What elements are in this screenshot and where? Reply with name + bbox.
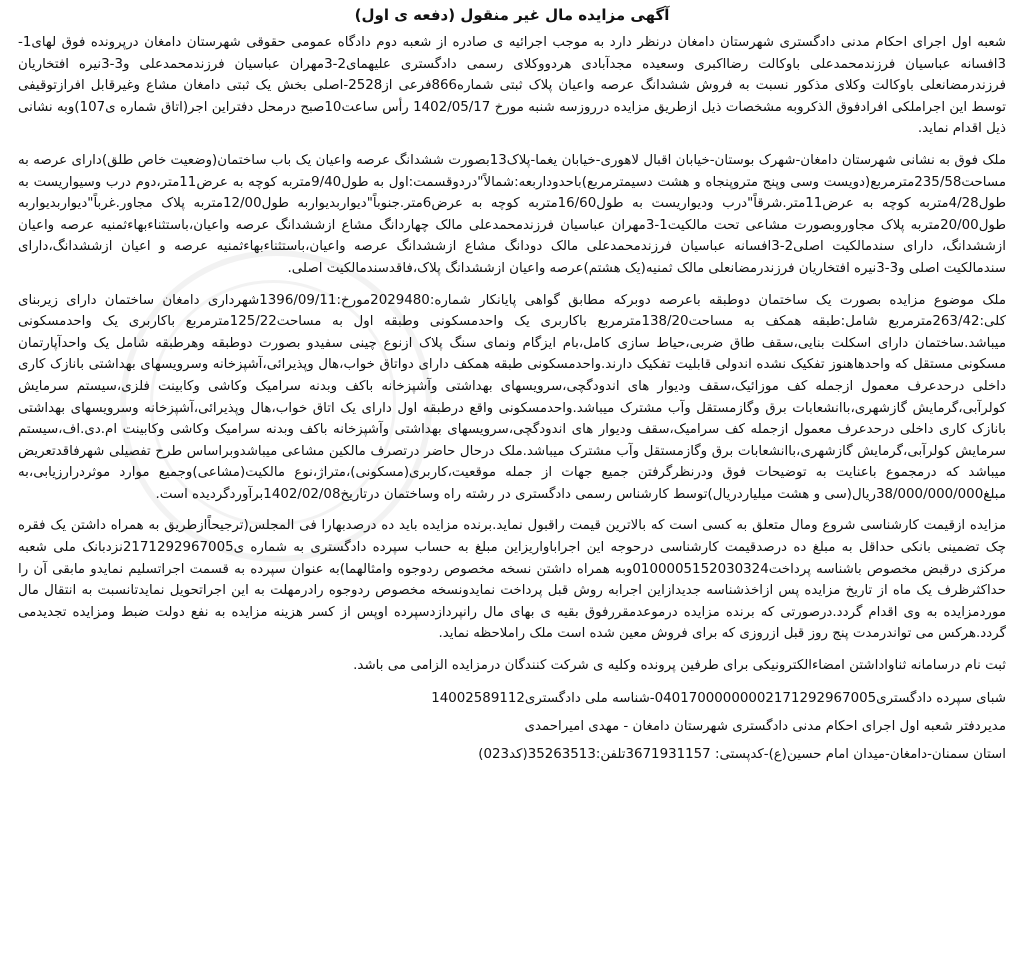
notice-title: آگهی مزایده مال غیر منقول (دفعه ی اول): [354, 6, 670, 24]
intro-paragraph: شعبه اول اجرای احکام مدنی دادگستری شهرستان دامغان درنظر دارد به موجب اجرائیه ی صادره از شعبه دوم دادگاه عمومی حقوقی شهرستان دامغان درپرونده فوق لهای1-3افسانه عباسیان فرزندمحمدعلی باوکالت رضااکبری وسعیده مجدآبادی هردووکلای رسمی دادگستری علیهمای2-3مهران عباسیان فرزندمحمدعلی و3-3نیره افتخاریان فرزندرمضانعلی باوکالت وکلای مذکور نسبت به فروش ششدانگ عرصه واعیان پلاک ثبتی شماره866فرعی از2528-اصلی بخش یک ثبتی دامغان مشاع وغیرقابل افرازتوقیفی توسط این اجراملکی افرادفوق الذکروبه مشخصات ذیل ازطریق مزایده درروزسه شنبه مورخ 1402/05/17 رأس ساعت10صبح درمحل دفتراین اجر(اتاق شماره ی107)وبه نشانی ذیل اقدام نماید.: [18, 35, 1006, 137]
auction-terms-paragraph: مزایده ازقیمت کارشناسی شروع ومال متعلق به کسی است که بالاترین قیمت راقبول نماید.برنده مزایده باید ده درصدبهارا فی المجلس(ترجیحاًازطریق به همراه داشتن یک فقره چک تضمینی بانکی حداقل به مبلغ ده درصدقیمت کارشناسی درحوجه این اجراباواریزاین مبلغ به حساب سپرده دادگستری به شماره ی2171292967005نزدبانک ملی شعبه مرکزی درقبض مخصوص باشناسه پرداخت0100005152030324وبه همراه داشتن نسخه مخصوص ردوجوه وامثالهما)به عنوان سپرده به قسمت اجراتسلیم نمایدو مابقی آن را حداکثرظرف یک ماه از تاریخ مزایده پس ازاخذشناسه جدیدازاین اجرابه روش قبل پرداخت نمایدونسخه مخصوص ردوجوه رادرمهلت به این اجراتحویل نمایدتانسبت به انتقال مال موردمزایده به وی اقدام گردد.درصورتی که برنده مزایده درموعدمقررفوق بقیه ی بهای مال رانپردازدسپرده اوپس از کسر هزینه مزایده به نفع دولت ضبط ومزایده تجدیدمی گردد.هرکس می تواندرمدت پنج روز قبل ازروزی که برای فروش معین شده است ملک راملاحظه نماید.: [18, 518, 1006, 642]
sheba-line: شبای سپرده دادگستری04017000000002171292967005-شناسه ملی دادگستری14002589112: [431, 690, 1006, 706]
property-address-paragraph: ملک فوق به نشانی شهرستان دامغان-شهرک بوستان-خیابان اقبال لاهوری-خیابان یغما-پلاک13بصورت ششدانگ عرصه واعیان یک باب ساختمان(وضعیت خاص طلق)دارای عرصه به مساحت235/58مترمربع(دویست وسی وپنج متروپنجاه و هشت دسیمترمربع)باحدوداربعه:شمالاً"دردوقسمت:اول به طول9/40متربه کوچه به عرض11متر،دوم درب وسیواریست به طول4/28متربه کوچه به عرض11متر.شرقاً"درب ودیواریست به طول16/60متربه کوچه به عرض6متر.جنوباً"دیواربدیواربه طول12/00متربه پلاک مجاور.غرباً"دیواربدیواربه طول20/00متربه پلاک مجاوروبصورت مشاعی تحت مالکیت1-3مهران عباسیان فرزندمحمدعلی مالک چهاردانگ مشاع ازششدانگ عرصه واعیان،باستثناءبهاءثمنیه عرصه واعیان ازششدانگ، دارای سندمالکیت اصلی2-3افسانه عباسیان فرزندمحمدعلی مالک دودانگ مشاع ازششدانگ عرصه واعیان،باستثناءبهاءثمنیه عرصه و اعیان ازششدانگ،دارای سندمالکیت اصلی و3-3نیره افتخاریان فرزندرمضانعلی مالک ثمنیه(یک هشتم)عرصه واعیان ازششدانگ پلاک،فاقدسندمالکیت اصلی.: [18, 152, 1007, 276]
office-manager-line: مدیردفتر شعبه اول اجرای احکام مدنی دادگستری شهرستان دامغان - مهدی امیراحمدی: [524, 718, 1006, 734]
registration-note: ثبت نام درسامانه ثناواداشتن امضاءالکترونیکی برای طرفین پرونده وکلیه ی شرکت کنندگان درمزایده الزامی می باشد.: [353, 658, 1006, 674]
address-line: استان سمنان-دامغان-میدان امام حسین(ع)-کدپستی: 3671931157تلفن:35263513(کد023): [478, 746, 1006, 762]
building-description-paragraph: ملک موضوع مزایده بصورت یک ساختمان دوطبقه باعرصه دوبرکه مطابق گواهی پایانکار شماره:2029480مورخ:1396/09/11شهرداری دامغان ساختمان دارای زیربنای کلی:263/42مترمربع شامل:طبقه همکف به مساحت138/20مترمربع باکاربری یک واحدمسکونی وطبقه اول به مساحت125/22مترمربع باکاربری یک واحدمسکونی میباشد.ساختمان دارای اسکلت بنایی،سقف طاق ضربی،حیاط سازی کامل،بام ایزگام ونمای سنگ پلاک ازنوع چینی سفیدو بصورت دوطبقه وهرطبقه شامل یک واحدآپارتمان مسکونی مستقل که واحدهاهنوز تفکیک نشده اندولی قابلیت تفکیک دارند.واحدمسکونی طبقه همکف دارای دواتاق خواب،هال وپذیرائی،آشپزخانه وسرویسهای بهداشتی بانازک کاری داخلی درحدعرف معمول ازجمله کف موزائیک،سقف ودیوار های اندودگچی،سرویسهای بهداشتی وآشپزخانه باکف وبدنه سرامیک وکاشی وکابینت فلزی،سیستم سرمایش کولرآبی،گرمایش گازشهری،باانشعابات برق وگازمستقل وآب مشترک میباشد.واحدمسکونی واقع درطبقه اول دارای یک اتاق خواب،هال وپذیرائی،آشپزخانه وسرویسهای بهداشتی بانازک کاری داخلی درحدعرف معمول ازجمله کف سرامیک،سقف ودیوار های اندودگچی،سرویسهای بهداشتی وآشپزخانه باکف وبدنه سرامیک وکاشی وکابینت ام.دی.اف،سیستم سرمایش کولرآبی،گرمایش گازشهری،باانشعابات برق وگازمستقل وآب مشترک میباشد.ملک درحال حاضر درتصرف مالکین مشاعی میباشدوبراساس طرح تفصیلی شهرفاقدتعریض میباشد که درمجموع باعنایت به توضیحات فوق ودرنظرگرفتن جمیع جهات از جمله موقعیت،کاربری(مسکونی)،متراژ،نوع مالکیت(مشاعی)وجمیع موارد موثردرارزیابی،به مبلغ38/000/000/000ریال(سی و هشت میلیاردریال)توسط کارشناس رسمی دادگستری در رشته راه وساختمان درتاریخ1402/02/08برآوردگردیده است.: [18, 292, 1006, 502]
